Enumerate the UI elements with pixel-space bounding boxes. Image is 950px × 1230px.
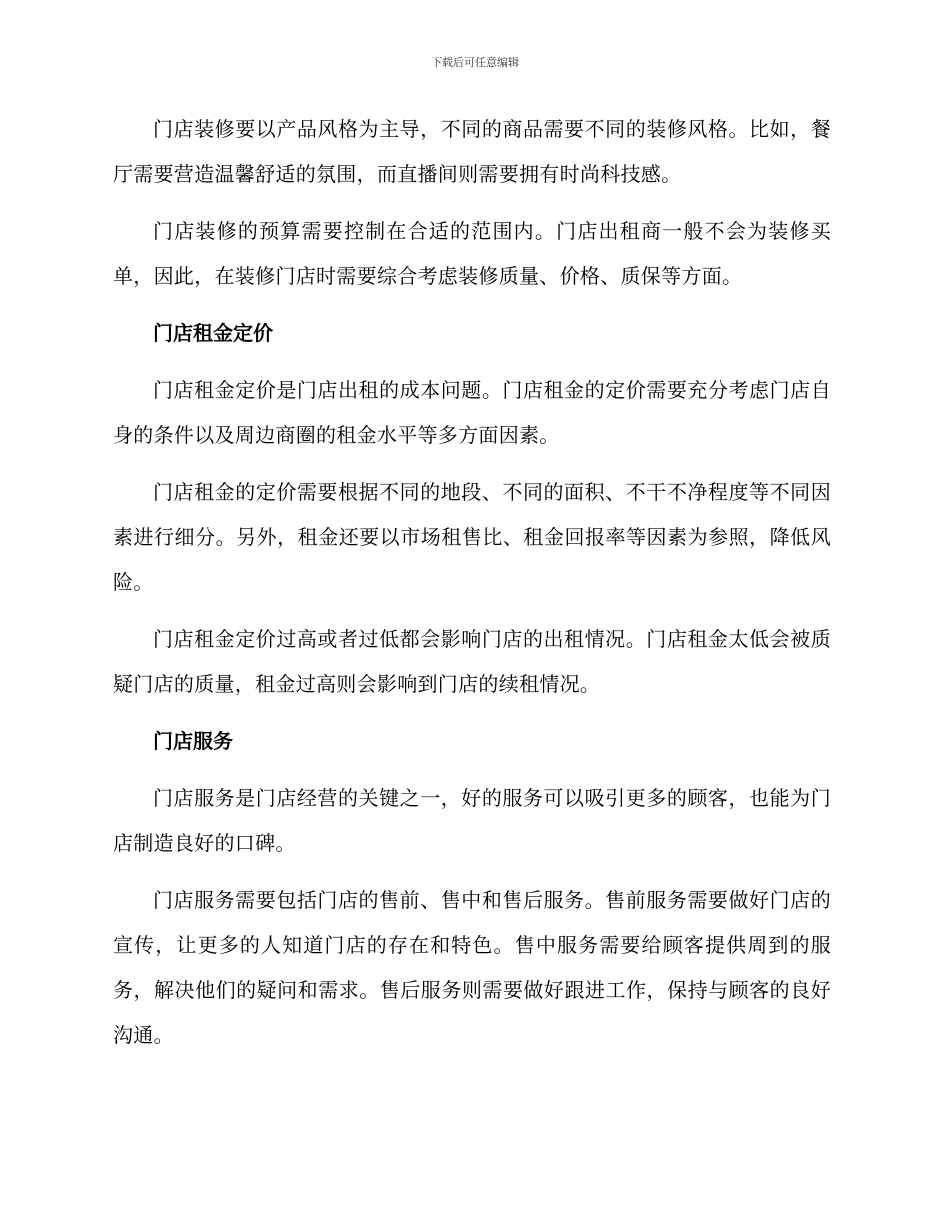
paragraph-renovation-budget: 门店装修的预算需要控制在合适的范围内。门店出租商一般不会为装修买单，因此，在装修门店时需要综合考虑装修质量、价格、质保等方面。: [113, 219, 831, 288]
paragraph-rent-cost: 门店租金定价是门店出租的成本问题。门店租金的定价需要充分考虑门店自身的条件以及周边商圈的租金水平等多方面因素。: [113, 378, 831, 447]
document-body: [113, 107, 831, 1070]
paragraph-service-importance: 门店服务是门店经营的关键之一，好的服务可以吸引更多的顾客，也能为门店制造良好的口碑。: [113, 786, 831, 855]
page-header-note: 下载后可任意编辑: [431, 56, 519, 69]
paragraph-rent-factors: 门店租金的定价需要根据不同的地段、不同的面积、不干不净程度等不同因素进行细分。另外，租金还要以市场租售比、租金回报率等因素为参照，降低风险。: [113, 480, 831, 594]
paragraph-service-stages: 门店服务需要包括门店的售前、售中和售后服务。售前服务需要做好门店的宣传，让更多的人知道门店的存在和特色。售中服务需要给顾客提供周到的服务，解决他们的疑问和需求。售后服务则需要做好跟进工作，保持与顾客的良好沟通。: [113, 888, 831, 1047]
paragraph-rent-impact: 门店租金定价过高或者过低都会影响门店的出租情况。门店租金太低会被质疑门店的质量，租金过高则会影响到门店的续租情况。: [113, 627, 831, 696]
section-heading-store-service: 门店服务: [153, 729, 233, 753]
section-heading-rent-pricing: 门店租金定价: [153, 321, 273, 345]
paragraph-renovation-style: 门店装修要以产品风格为主导，不同的商品需要不同的装修风格。比如，餐厅需要营造温馨舒适的氛围，而直播间则需要拥有时尚科技感。: [113, 117, 831, 186]
